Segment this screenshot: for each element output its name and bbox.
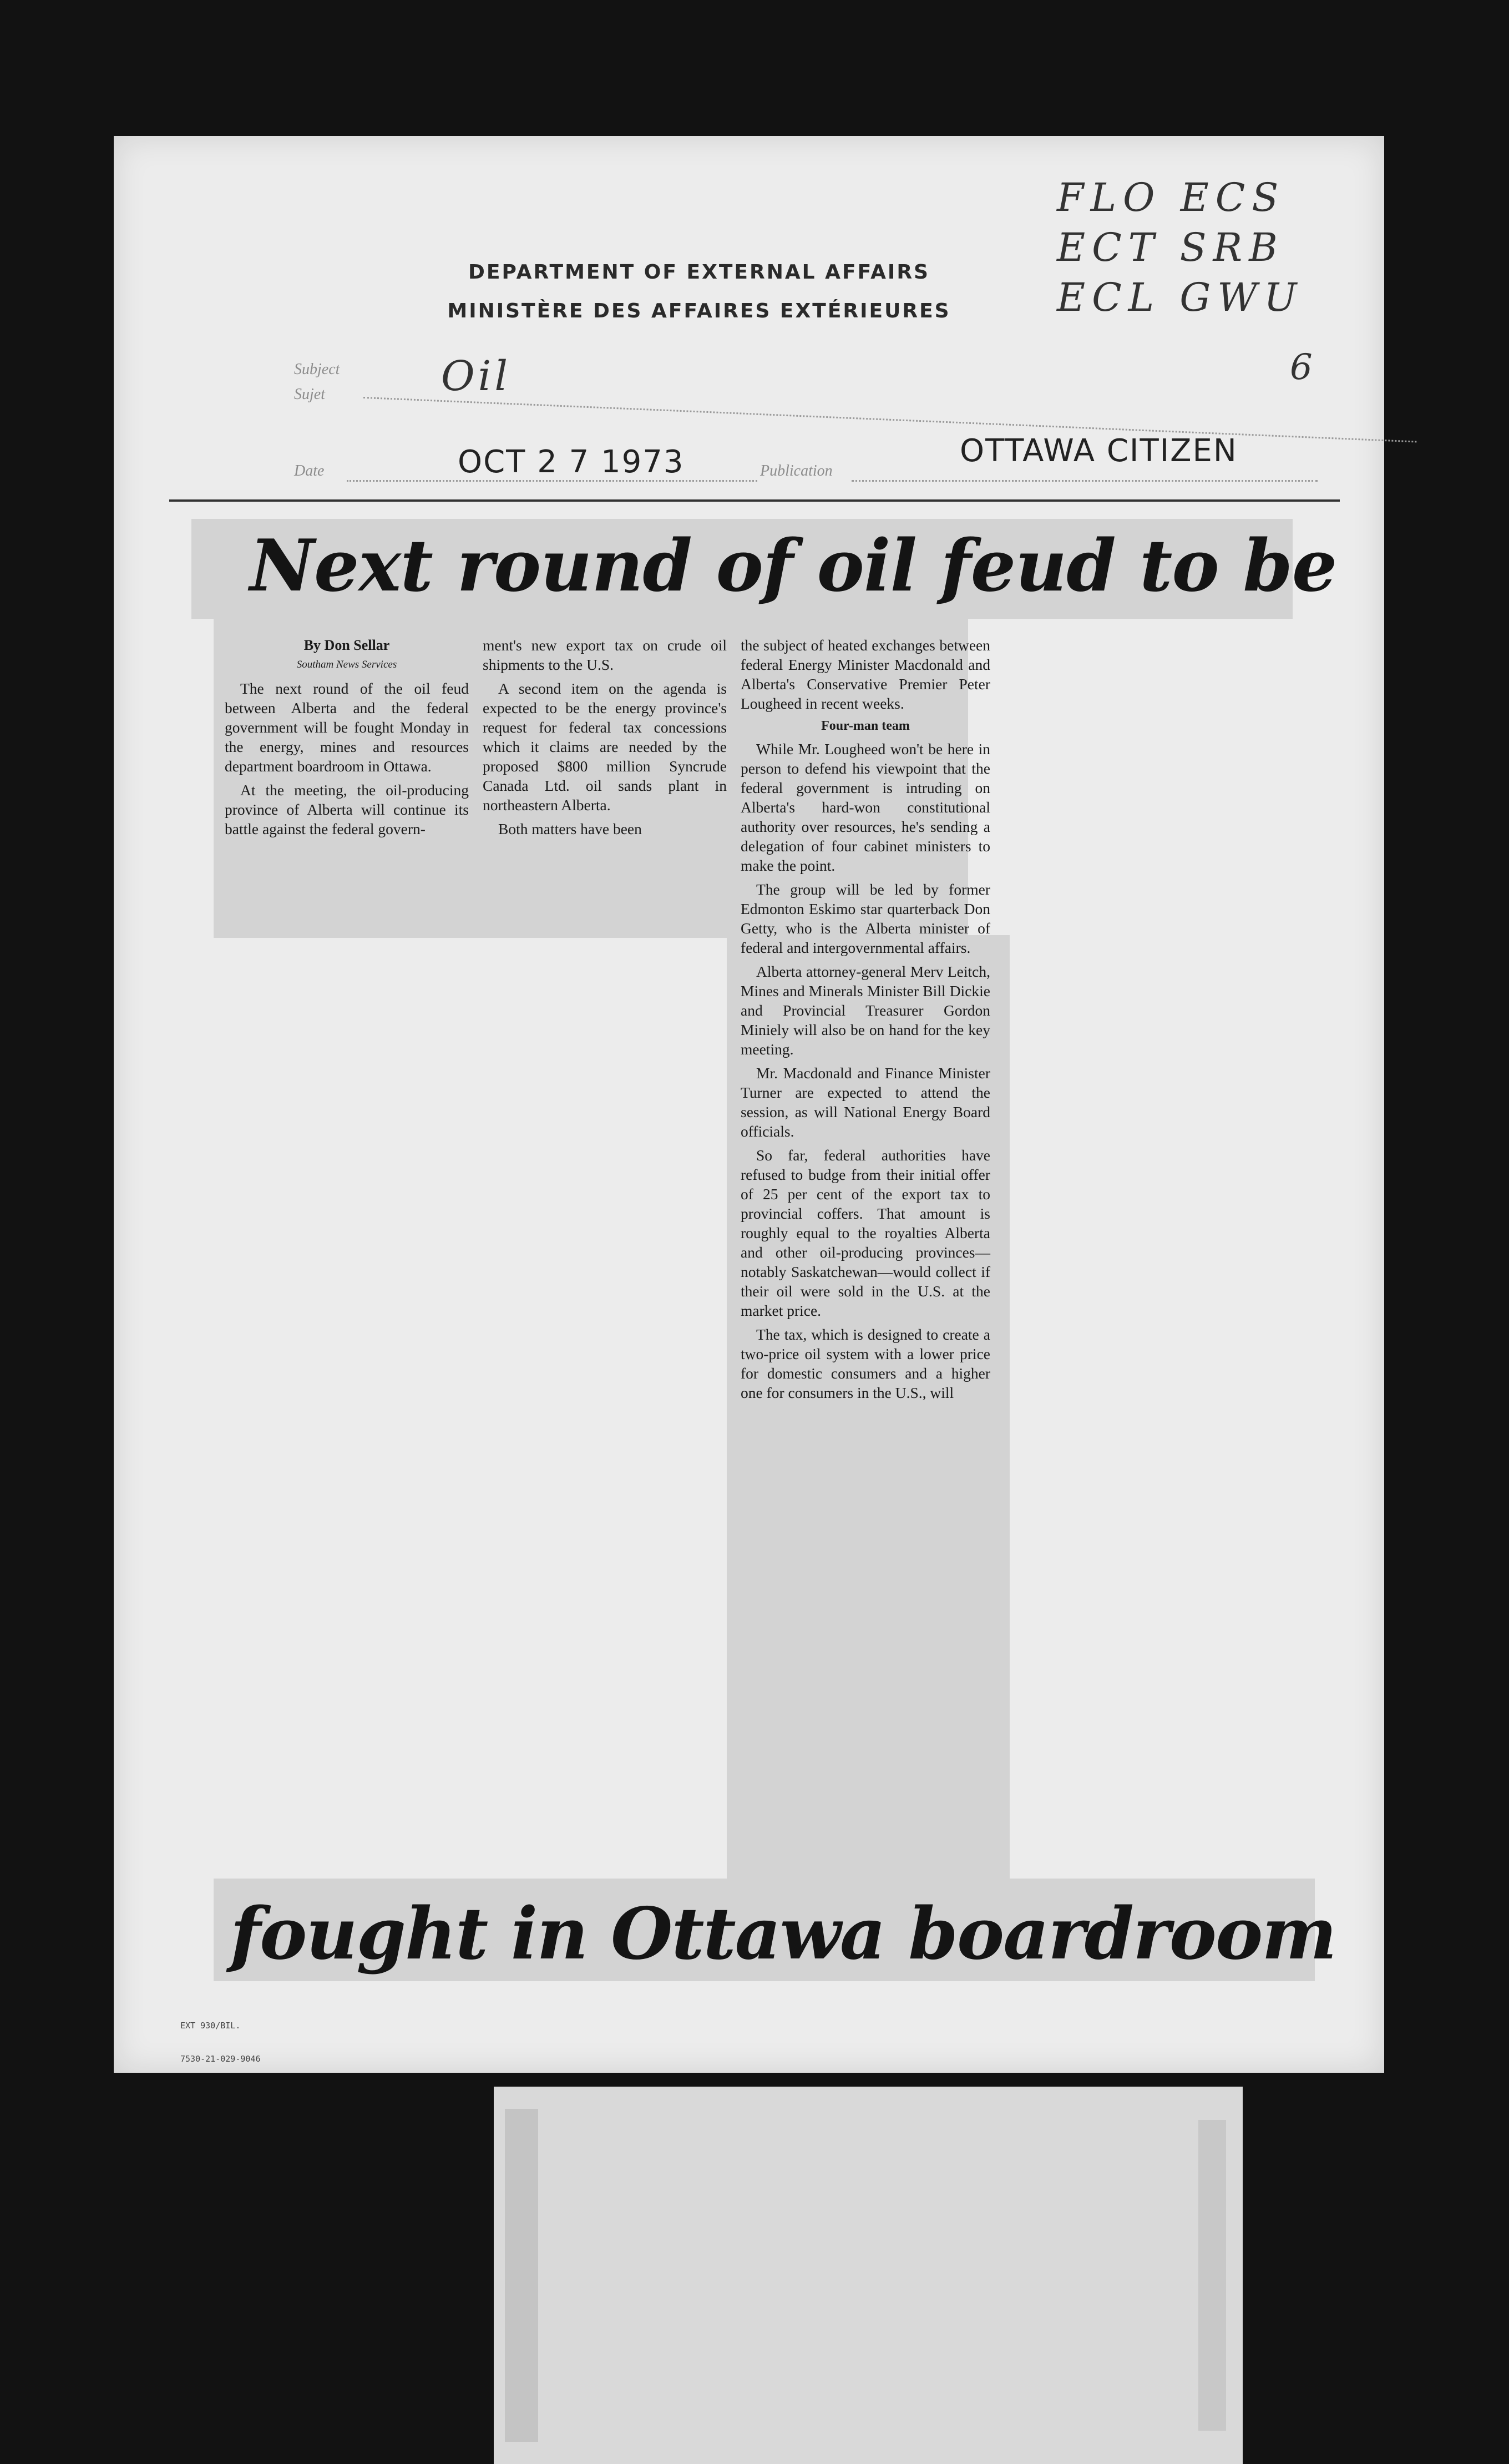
- byline: By Don Sellar: [303, 637, 390, 653]
- paragraph: Mr. Macdonald and Finance Minister Turner are expected to attend the session, as will National Energy Board officials.: [741, 1064, 990, 1140]
- publication-value: OTTAWA CITIZEN: [960, 433, 1238, 469]
- page-number: 6: [1290, 347, 1319, 388]
- article-column-2: [483, 635, 727, 839]
- date-value: OCT 2 7 1973: [458, 444, 685, 480]
- date-label: Date: [294, 462, 325, 479]
- agency: Southam News Services: [296, 659, 397, 670]
- subhead: Four-man team: [821, 719, 910, 733]
- paragraph: While Mr. Lougheed won't be here in person to defend his viewpoint that the federal government is intruding on Alberta's hard-won constitutional authority over resources, he's sending a delegation of four cabinet ministers to make the point.: [741, 740, 990, 874]
- paragraph: Both matters have been: [498, 820, 642, 837]
- subject-label-en: Subject: [294, 361, 340, 378]
- header-rule: [169, 499, 1340, 502]
- subject-label-fr: Sujet: [294, 386, 325, 403]
- date-line: [347, 480, 757, 482]
- publication-line: [852, 480, 1318, 482]
- paragraph: Alberta attorney-general Merv Leitch, Mines and Minerals Minister Bill Dickie and Provincial Treasurer Gordon Miniely will also be on hand for the key meeting.: [741, 963, 990, 1058]
- paragraph: The group will be led by former Edmonton Eskimo star quarterback Don Getty, who is the Alberta minister of federal and intergovernmental affairs.: [741, 881, 990, 956]
- article-column-1: [225, 635, 469, 839]
- card-edge-right: [1198, 2120, 1226, 2431]
- subject-value: Oil: [441, 352, 512, 400]
- department-name-en: DEPARTMENT OF EXTERNAL AFFAIRS: [468, 261, 930, 284]
- paragraph: ment's new export tax on crude oil shipments to the U.S.: [483, 637, 727, 673]
- routing-initials-line1: FLO ECS: [1057, 175, 1285, 220]
- paragraph: the subject of heated exchanges between federal Energy Minister Macdonald and Alberta's Conservative Premier Peter Lougheed in recent weeks.: [741, 637, 990, 712]
- card-edge-left: [505, 2109, 538, 2442]
- headline-top: Next round of oil feud to be: [250, 524, 1337, 608]
- paragraph: The tax, which is designed to create a two-price oil system with a lower price for domestic consumers and a higher one for consumers in the U.S., will: [741, 1326, 990, 1401]
- department-name-fr: MINISTÈRE DES AFFAIRES EXTÉRIEURES: [447, 300, 951, 322]
- subject-line: [363, 397, 1416, 443]
- routing-initials-line3: ECL GWU: [1057, 275, 1304, 320]
- index-card: [494, 2087, 1243, 2464]
- routing-initials-line2: ECT SRB: [1057, 225, 1284, 270]
- paragraph: The next round of the oil feud between Alberta and the federal government will be fought Monday in the energy, mines and resources department boardroom in Ottawa.: [225, 680, 469, 775]
- paragraph: A second item on the agenda is expected to be the energy province's request for federal tax concessions which it claims are needed by the proposed $800 million Syncrude Canada Ltd. oil sands plant in northeastern Alberta.: [483, 680, 727, 814]
- publication-label: Publication: [760, 462, 833, 479]
- paragraph: So far, federal authorities have refused to budge from their initial offer of 25 per cent of the export tax to provincial coffers. That amount is roughly equal to the royalties Alberta and other oil-producing provinces—notably Saskatchewan—would collect if their oil were sold in the U.S. at the market price.: [741, 1147, 990, 1319]
- form-number: EXT 930/BIL. 7530-21-029-9046: [180, 2021, 261, 2064]
- article-column-3: [741, 635, 990, 1402]
- headline-bottom: fought in Ottawa boardroom: [230, 1892, 1336, 1976]
- document-sheet: [114, 136, 1384, 2073]
- paragraph: At the meeting, the oil-producing province of Alberta will continue its battle against the federal govern-: [225, 781, 469, 837]
